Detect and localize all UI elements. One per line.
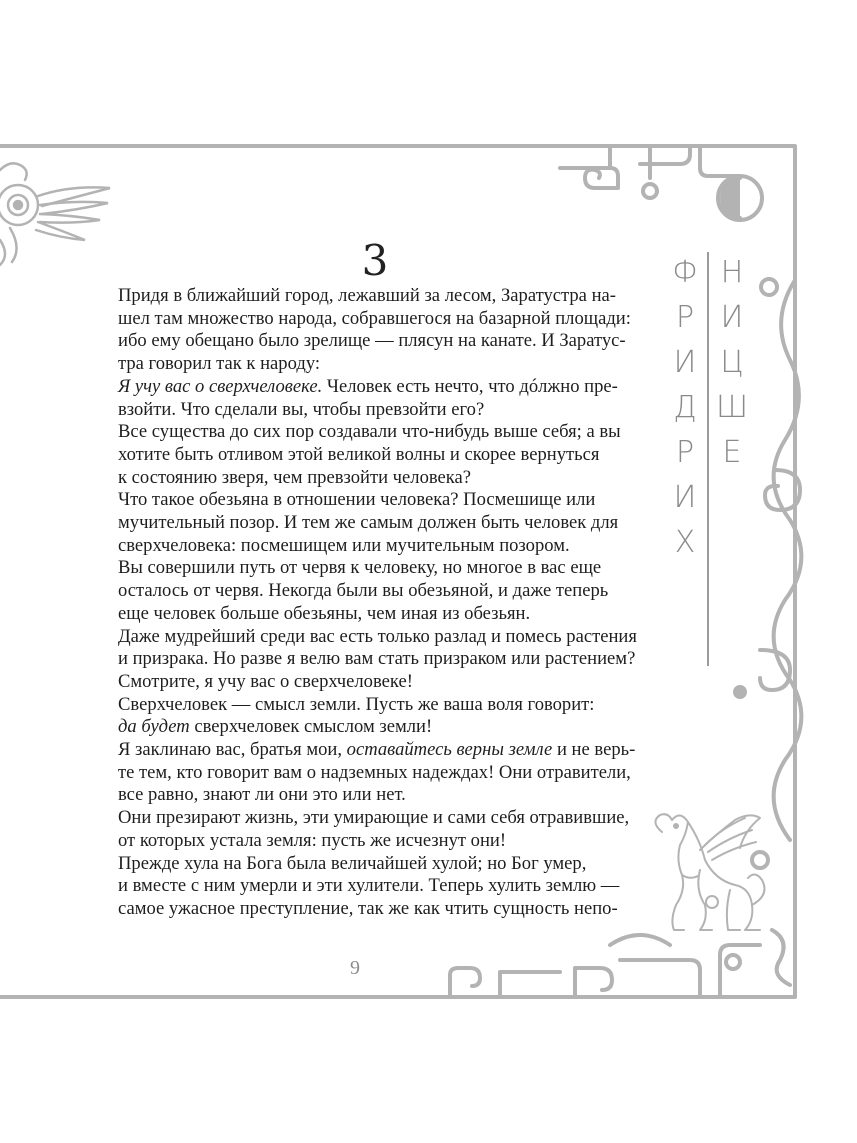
author-letter: Х [674,525,696,560]
emphasis-text: Я учу вас о сверхчеловеке. [118,375,323,397]
text-line [118,875,640,898]
text-run: и призрака. Но разве я велю вам стать призраком или растением? [118,648,636,670]
text-run: еще человек больше обезьяны, чем иная из обезьян. [118,602,531,624]
text-run: Человек есть нечто, что дóлжно пре- [322,375,618,397]
author-letter: Ф [672,255,698,290]
author-letter: И [673,345,697,380]
text-line [118,580,640,603]
author-letter: Ш [715,390,749,425]
text-line [118,308,640,331]
text-line [118,330,640,353]
text-run: Что такое обезьяна в отношении человека? Посмешище или [118,489,596,511]
text-line [118,489,640,512]
chapter-body [118,285,640,921]
spiral-scroll-icon [560,146,618,188]
author-last-name [712,250,752,475]
author-letter: Е [722,435,742,470]
text-run: хотите быть отливом этой великой волны и скорее вернуться [118,443,600,465]
paragraph [118,739,640,807]
text-line [118,603,640,626]
text-line [118,467,640,490]
text-line [118,739,640,762]
author-letter: Н [720,255,744,290]
text-line [118,421,640,444]
author-letter: И [673,480,697,515]
text-line [118,898,640,921]
text-line [118,285,640,308]
text-line [118,557,640,580]
text-run: Они презирают жизнь, эти умирающие и сами себя отравившие, [118,807,630,829]
author-letter: Ц [720,345,744,380]
paragraph [118,853,640,921]
text-line [118,671,640,694]
text-run: все равно, знают ли они это или нет. [118,784,406,806]
text-line [118,399,640,422]
text-run: шел там множество народа, собравшегося на базарной площади: [118,307,631,329]
emphasis-text: да будет [118,716,190,738]
paragraph [118,376,640,421]
text-run: Придя в ближайший город, лежавший за лесом, Заратустра на- [118,285,616,306]
text-run: тра говорил так к народу: [118,353,321,375]
paragraph [118,626,640,694]
author-letter: Р [675,435,695,470]
text-line [118,535,640,558]
author-letter: Р [675,300,695,335]
text-line [118,512,640,535]
text-line [118,784,640,807]
text-run: Смотрите, я учу вас о сверхчеловеке! [118,670,413,692]
text-run: к состоянию зверя, чем превзойти человека? [118,466,472,488]
text-line [118,830,640,853]
text-run: ибо ему обещано было зрелище — плясун на канате. И Заратус- [118,330,626,352]
text-run: Сверхчеловек — смысл земли. Пусть же ваша воля говорит: [118,693,595,715]
text-line [118,444,640,467]
text-run: те тем, кто говорит вам о надземных надеждах! Они отравители, [118,761,631,783]
text-line [118,648,640,671]
paragraph [118,807,640,852]
paragraph [118,557,640,625]
author-letter: Д [673,390,697,425]
paragraph [118,694,640,717]
text-line [118,716,640,739]
page-number: 9 [350,957,360,979]
text-run: Прежде хула на Бога была величайшей хулой; но Бог умер, [118,852,587,874]
text-run: и не верь- [552,739,636,761]
text-run: взойти. Что сделали вы, чтобы превзойти его? [118,398,485,420]
text-run: от которых устала земля: пусть же исчезнут они! [118,829,507,851]
author-letter: И [720,300,744,335]
text-line [118,376,640,399]
author-divider [707,252,709,666]
griffin-icon [655,814,764,930]
paragraph [118,489,640,557]
text-line [118,853,640,876]
text-line [118,807,640,830]
text-run: мучительный позор. И тем же самым должен быть человек для [118,512,619,534]
chapter-number: 3 [361,236,389,285]
paragraph [118,285,640,376]
emphasis-text: оставайтесь верны земле [346,739,553,761]
winged-sun-icon [0,163,110,265]
text-run: сверхчеловека: посмешищем или мучительным позором. [118,534,570,556]
text-line [118,762,640,785]
text-line [118,694,640,717]
text-run: Вы совершили путь от червя к человеку, но многое в вас еще [118,557,602,579]
text-run: сверхчеловек смыслом земли! [189,716,433,738]
text-run: осталось от червя. Некогда были вы обезьяной, и даже теперь [118,580,609,602]
paragraph [118,421,640,489]
paragraph [118,716,640,739]
text-run: Все существа до сих пор создавали что-нибудь выше себя; а вы [118,421,621,443]
text-run: самое ужасное преступление, так же как чтить сущность непо- [118,897,618,919]
text-run: и вместе с ним умерли и эти хулители. Теперь хулить землю — [118,875,620,897]
text-line [118,353,640,376]
text-run: Я заклинаю вас, братья мои, [118,739,347,761]
text-line [118,626,640,649]
text-run: Даже мудрейший среди вас есть только разлад и помесь растения [118,625,637,647]
author-first-name [665,250,705,565]
